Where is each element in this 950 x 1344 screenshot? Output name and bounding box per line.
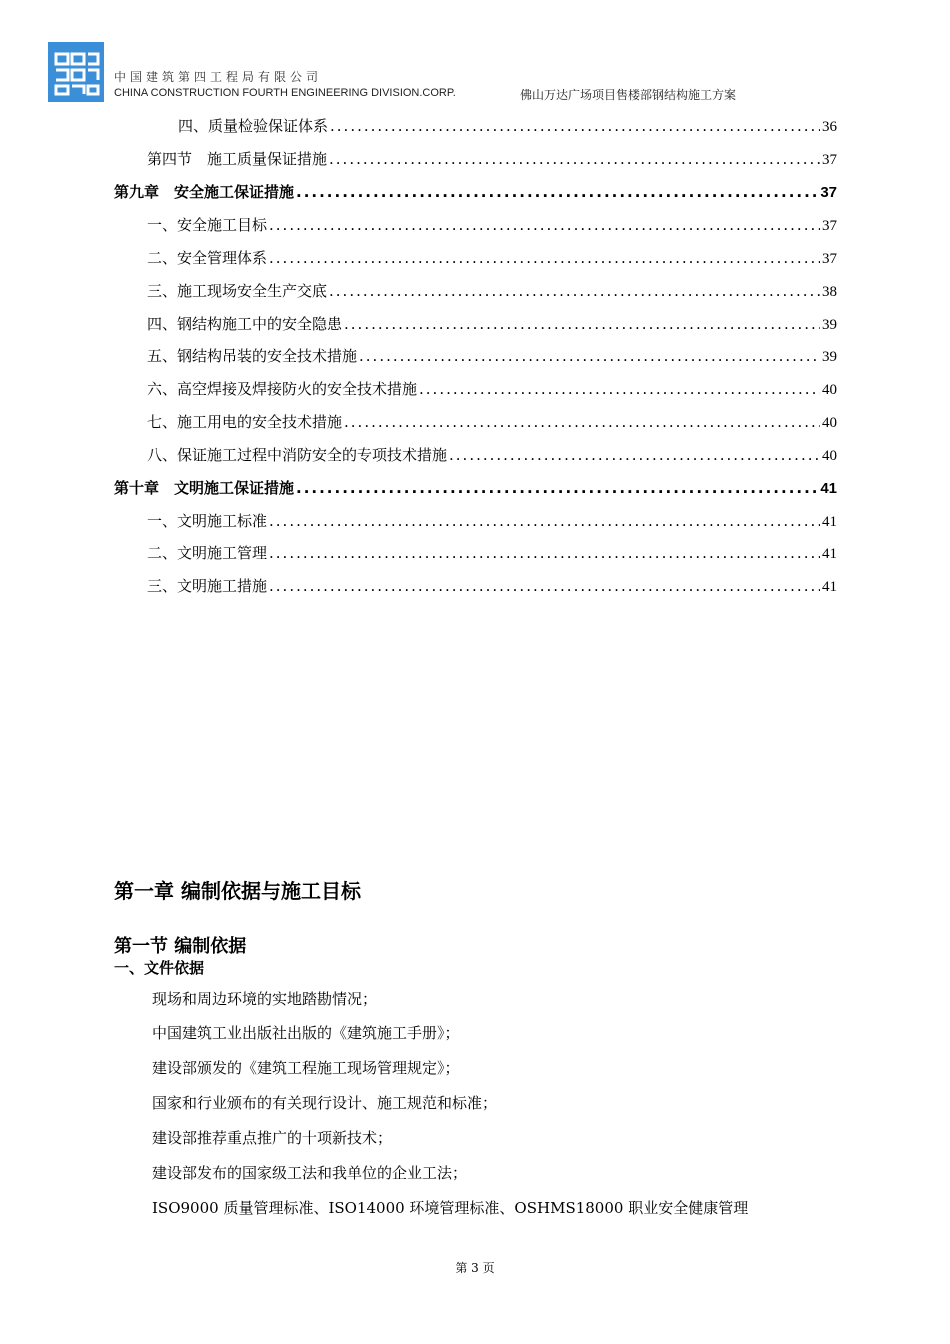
toc-leader — [329, 282, 820, 300]
toc-entry-title: 一、安全施工目标 — [147, 216, 268, 234]
toc-entry-title: 二、安全管理体系 — [147, 249, 268, 267]
subsection-heading: 一、文件依据 — [114, 959, 205, 977]
toc-entry-title: 一、文明施工标准 — [147, 512, 268, 530]
body-paragraph: 国家和行业颁布的有关现行设计、施工规范和标准； — [152, 1094, 498, 1112]
toc-entry-title: 三、文明施工措施 — [147, 577, 268, 595]
toc-entry-title: 二、文明施工管理 — [147, 544, 268, 562]
toc-leader — [449, 446, 820, 464]
toc-entry-page: 37 — [822, 218, 837, 234]
toc-entry[interactable] — [147, 280, 837, 302]
body-paragraph: 建设部发布的国家级工法和我单位的企业工法； — [152, 1164, 468, 1182]
toc-entry-page: 39 — [822, 317, 837, 333]
toc-entry-page: 40 — [822, 415, 837, 431]
toc-leader — [269, 216, 820, 234]
toc-entry-title: 三、施工现场安全生产交底 — [147, 282, 328, 300]
toc-entry-title: 四、质量检验保证体系 — [178, 117, 329, 135]
body-paragraph: 现场和周边环境的实地踏勘情况； — [152, 990, 378, 1008]
body-paragraph: 建设部推荐重点推广的十项新技术； — [152, 1129, 393, 1147]
toc-leader — [330, 117, 820, 135]
toc-entry-title: 八、保证施工过程中消防安全的专项技术措施 — [147, 446, 448, 464]
toc-entry[interactable] — [147, 575, 837, 597]
toc-entry-page: 36 — [822, 119, 837, 135]
toc-leader — [269, 512, 820, 530]
toc-entry-page: 37 — [820, 184, 837, 201]
body-paragraph: 中国建筑工业出版社出版的《建筑施工手册》； — [152, 1024, 460, 1042]
toc-entry[interactable] — [147, 444, 837, 466]
toc-entry-page: 41 — [822, 514, 837, 530]
toc-entry[interactable] — [147, 542, 837, 564]
toc-entry-page: 40 — [822, 382, 837, 398]
toc-leader — [359, 347, 820, 365]
page-number: 第 3 页 — [455, 1261, 495, 1275]
toc-leader — [296, 183, 818, 201]
toc-entry-page: 37 — [822, 251, 837, 267]
toc-leader — [296, 479, 818, 497]
toc-entry[interactable] — [147, 313, 837, 335]
toc-entry-title: 第四节 施工质量保证措施 — [147, 150, 328, 168]
toc-entry-page: 41 — [822, 579, 837, 595]
toc-chapter-entry[interactable] — [114, 477, 837, 499]
document-title: 佛山万达广场项目售楼部钢结构施工方案 — [520, 88, 737, 102]
company-name-en: CHINA CONSTRUCTION FOURTH ENGINEERING DIVISION.CORP. — [114, 87, 456, 99]
body-paragraph: 建设部颁发的《建筑工程施工现场管理规定》； — [152, 1059, 460, 1077]
toc-leader — [269, 544, 820, 562]
body-paragraph: ISO9000 质量管理标准、ISO14000 环境管理标准、OSHMS18000 职业安全健康管理 — [152, 1199, 749, 1217]
toc-leader — [344, 413, 820, 431]
toc-leader — [344, 315, 820, 333]
toc-entry[interactable] — [147, 510, 837, 532]
toc-entry-title: 五、钢结构吊装的安全技术措施 — [147, 347, 358, 365]
toc-entry-page: 37 — [822, 152, 837, 168]
toc-entry[interactable] — [178, 115, 837, 137]
toc-leader — [329, 150, 820, 168]
toc-entry-title: 四、钢结构施工中的安全隐患 — [147, 315, 343, 333]
toc-chapter-entry[interactable] — [114, 181, 837, 203]
toc-entry-title: 第九章 安全施工保证措施 — [114, 183, 295, 201]
toc-entry-page: 40 — [822, 448, 837, 464]
toc-entry-page: 41 — [820, 480, 837, 497]
toc-entry[interactable] — [147, 378, 837, 400]
toc-entry[interactable] — [147, 247, 837, 269]
company-logo — [48, 42, 104, 102]
toc-entry[interactable] — [147, 345, 837, 367]
toc-leader — [269, 577, 820, 595]
toc-leader — [269, 249, 820, 267]
toc-entry[interactable] — [147, 411, 837, 433]
toc-entry-title: 六、高空焊接及焊接防火的安全技术措施 — [147, 380, 418, 398]
chapter-heading: 第一章 编制依据与施工目标 — [114, 879, 361, 903]
toc-entry[interactable] — [147, 148, 837, 170]
toc-entry-page: 39 — [822, 349, 837, 365]
toc-entry-page: 38 — [822, 284, 837, 300]
toc-entry-title: 第十章 文明施工保证措施 — [114, 479, 295, 497]
toc-entry-page: 41 — [822, 546, 837, 562]
toc-leader — [419, 380, 820, 398]
company-name-cn: 中国建筑第四工程局有限公司 — [114, 70, 323, 84]
toc-entry[interactable] — [147, 214, 837, 236]
toc-entry-title: 七、施工用电的安全技术措施 — [147, 413, 343, 431]
section-heading: 第一节 编制依据 — [114, 936, 247, 957]
